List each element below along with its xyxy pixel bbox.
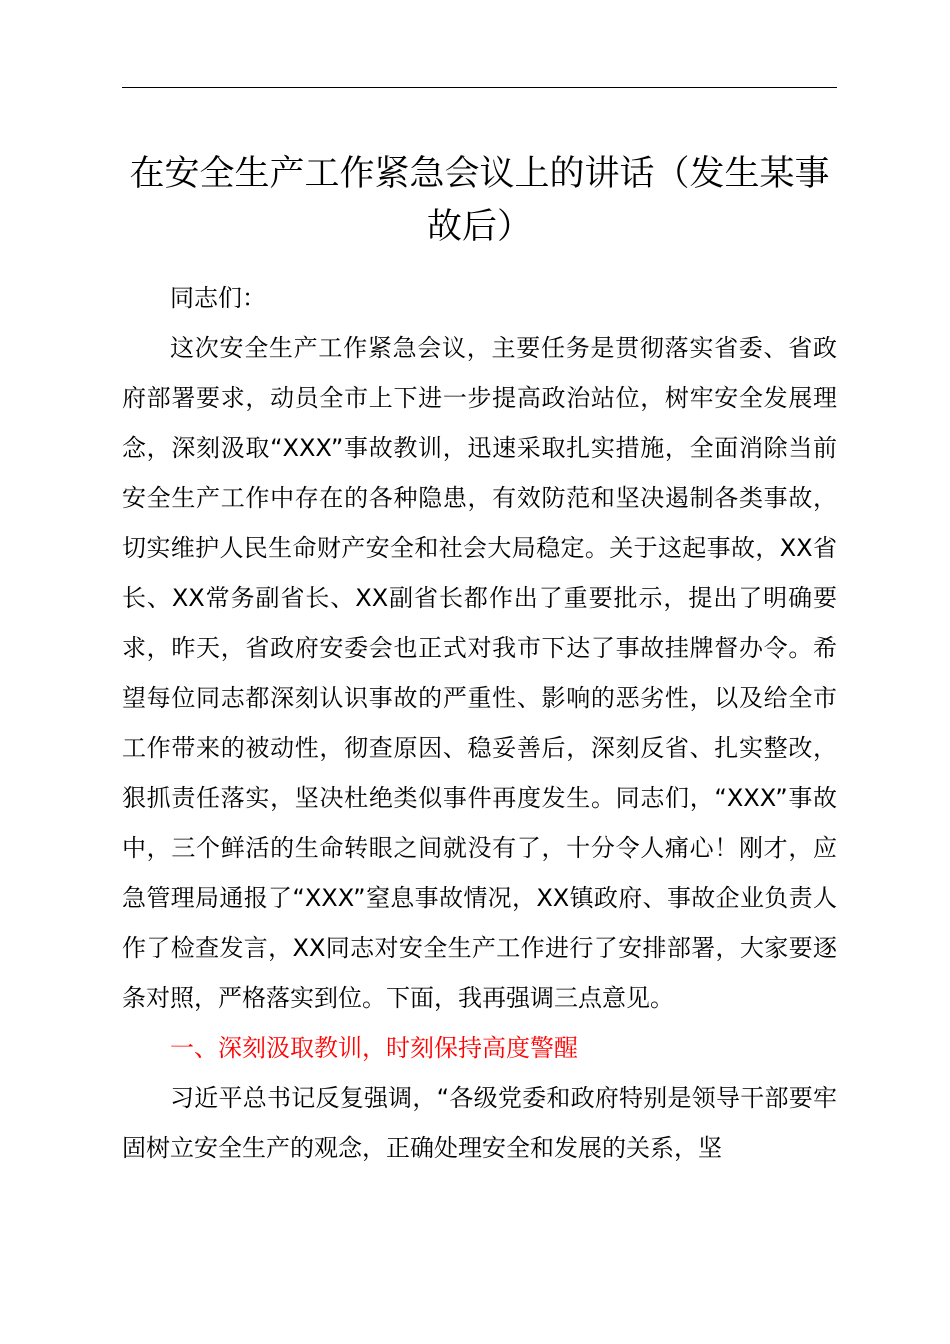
body-paragraph: 这次安全生产工作紧急会议，主要任务是贯彻落实省委、省政府部署要求，动员全市上下进一步提高政治站位，树牢安全发展理念，深刻汲取“XXX”事故教训，迅速采取扎实措施，全面消除当前安全生产工作中存在的各种隐患，有效防范和坚决遏制各类事故，切实维护人民生命财产安全和社会大局稳定。关于这起事故，XX省长、XX常务副省长、XX副省长都作出了重要批示，提出了明确要求，昨天，省政府安委会也正式对我市下达了事故挂牌督办令。希望每位同志都深刻认识事故的严重性、影响的恶劣性，以及给全市工作带来的被动性，彻查原因、稳妥善后，深刻反省、扎实整改，狠抓责任落实，坚决杜绝类似事件再度发生。同志们，“XXX”事故中，三个鲜活的生命转眼之间就没有了，十分令人痛心！刚才，应急管理局通报了“XXX”窒息事故情况，XX镇政府、事故企业负责人作了检查发言，XX同志对安全生产工作进行了安排部署，大家要逐条对照，严格落实到位。下面，我再强调三点意见。 xyxy=(122,334,837,1012)
header-rule xyxy=(122,87,837,88)
document-body xyxy=(122,273,837,1173)
document-title: 在安全生产工作紧急会议上的讲话（发生某事故后） xyxy=(129,154,830,247)
section-heading: 一、深刻汲取教训，时刻保持高度警醒 xyxy=(170,1034,578,1062)
section-paragraph: 习近平总书记反复强调，“各级党委和政府特别是领导干部要牢固树立安全生产的观念，正确处理安全和发展的关系，坚 xyxy=(122,1084,837,1162)
salutation: 同志们： xyxy=(170,284,266,312)
